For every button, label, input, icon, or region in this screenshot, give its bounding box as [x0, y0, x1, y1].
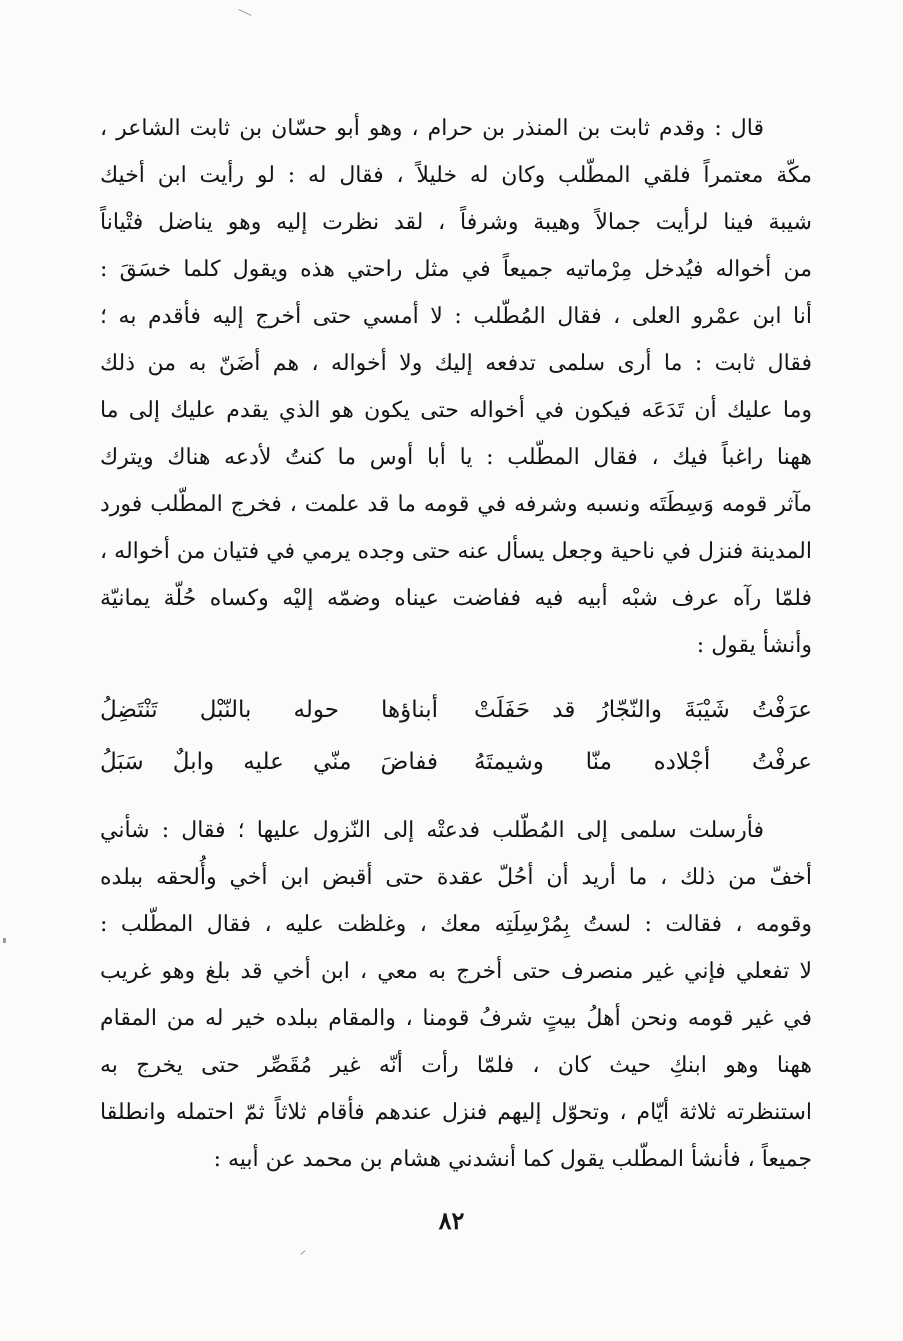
text-line: لا تفعلي فإني غير منصرف حتى أخرج به معي ، ابن أخي قد بلغ وهو غريب — [100, 959, 812, 984]
text-line: استنظرته ثلاثة أيّام ، وتحوّل إليهم فنزل عندهم فأقام ثلاثاً ثمّ احتمله وانطلقا — [100, 1100, 812, 1125]
text-line: مكّة معتمراً فلقي المطّلب وكان له خليلاً ، فقال له : لو رأيت ابن أخيك — [100, 163, 812, 188]
text-line: فأرسلت سلمى إلى المُطّلب فدعتْه إلى النّزول عليها ؛ فقال : شأني — [100, 818, 764, 843]
text-line: فلمّا رآه عرف شبْه أبيه فيه ففاضت عيناه وضمّه إليْه وكساه حُلّة يمانيّة — [100, 586, 812, 611]
text-line: مآثر قومه وَسِطَتَه ونسبه وشرفه في قومه ما قد علمت ، فخرج المطّلب فورد — [100, 492, 812, 517]
poem-hemistich-second: ففاضَ منّي عليه وابلٌ سَبَلُ — [100, 749, 438, 775]
text-line: أخفّ من ذلك ، ما أريد أن أحُلّ عقدة حتى أقبض ابن أخي وأُلحقه ببلده — [100, 865, 812, 890]
poem-hemistich-first: عرفْتُ أجْلاده منّا وشيمتَهُ — [474, 749, 812, 775]
text-line: ههنا وهو ابنكِ حيث كان ، فلمّا رأت أنّه غير مُقَصِّر حتى يخرج به — [100, 1053, 812, 1078]
poem-block — [100, 684, 812, 788]
text-line: من أخواله فيُدخل مِرْماتيه جميعاً في مثل راحتي هذه ويقول كلما خسَقَ : — [100, 257, 812, 282]
text-line: ههنا راغباً فيك ، فقال المطّلب : يا أبا أوس ما كنتُ لأدعه هناك ويترك — [100, 445, 812, 470]
scan-speck — [238, 9, 251, 16]
paragraph-narrative-2 — [100, 807, 812, 1183]
poem-hemistich-second: أبناؤها حوله بالنّبْل تَنْتَضِلُ — [100, 697, 438, 723]
text-line: جميعاً ، فأنشأ المطّلب يقول كما أنشدني هشام بن محمد عن أبيه : — [213, 1147, 812, 1172]
poem-verse — [100, 684, 812, 736]
text-line: شيبة فينا لرأيت جمالاً وهيبة وشرفاً ، لقد نظرت إليه وهو يناضل فتْياناً — [100, 210, 812, 235]
text-line: وأنشأ يقول : — [696, 633, 812, 658]
text-line: قال : وقدم ثابت بن المنذر بن حرام ، وهو أبو حسّان بن ثابت الشاعر ، — [100, 116, 764, 141]
page-number: ٨٢ — [438, 1206, 465, 1235]
paragraph-narrative-1 — [100, 105, 812, 669]
text-line: وقومه ، فقالت : لستُ بِمُرْسِلَتِه معك ، وغلظت عليه ، فقال المطّلب : — [100, 912, 812, 937]
text-line: في غير قومه ونحن أهلُ بيتٍ شرفُ قومنا ، والمقام ببلده خير له من المقام — [100, 1006, 812, 1031]
scan-speck — [300, 1250, 305, 1255]
text-line: وما عليك أن تَدَعَه فيكون في أخواله حتى يكون هو الذي يقدم عليك إلى ما — [100, 398, 812, 423]
text-line: المدينة فنزل في ناحية وجعل يسأل عنه حتى وجده يرمي في فتيان من أخواله ، — [100, 539, 812, 564]
poem-hemistich-first: عرَفْتُ شَيْبَةَ والنّجّارُ قد حَفَلَتْ — [474, 697, 812, 723]
text-line: أنا ابن عمْرو العلى ، فقال المُطّلب : لا أمسي حتى أخرج إليه فأقدم به ؛ — [100, 304, 812, 329]
scan-speck — [3, 938, 6, 943]
poem-verse — [100, 736, 812, 788]
text-line: فقال ثابت : ما أرى سلمى تدفعه إليك ولا أخواله ، هم أضَنّ به من ذلك — [100, 351, 812, 376]
